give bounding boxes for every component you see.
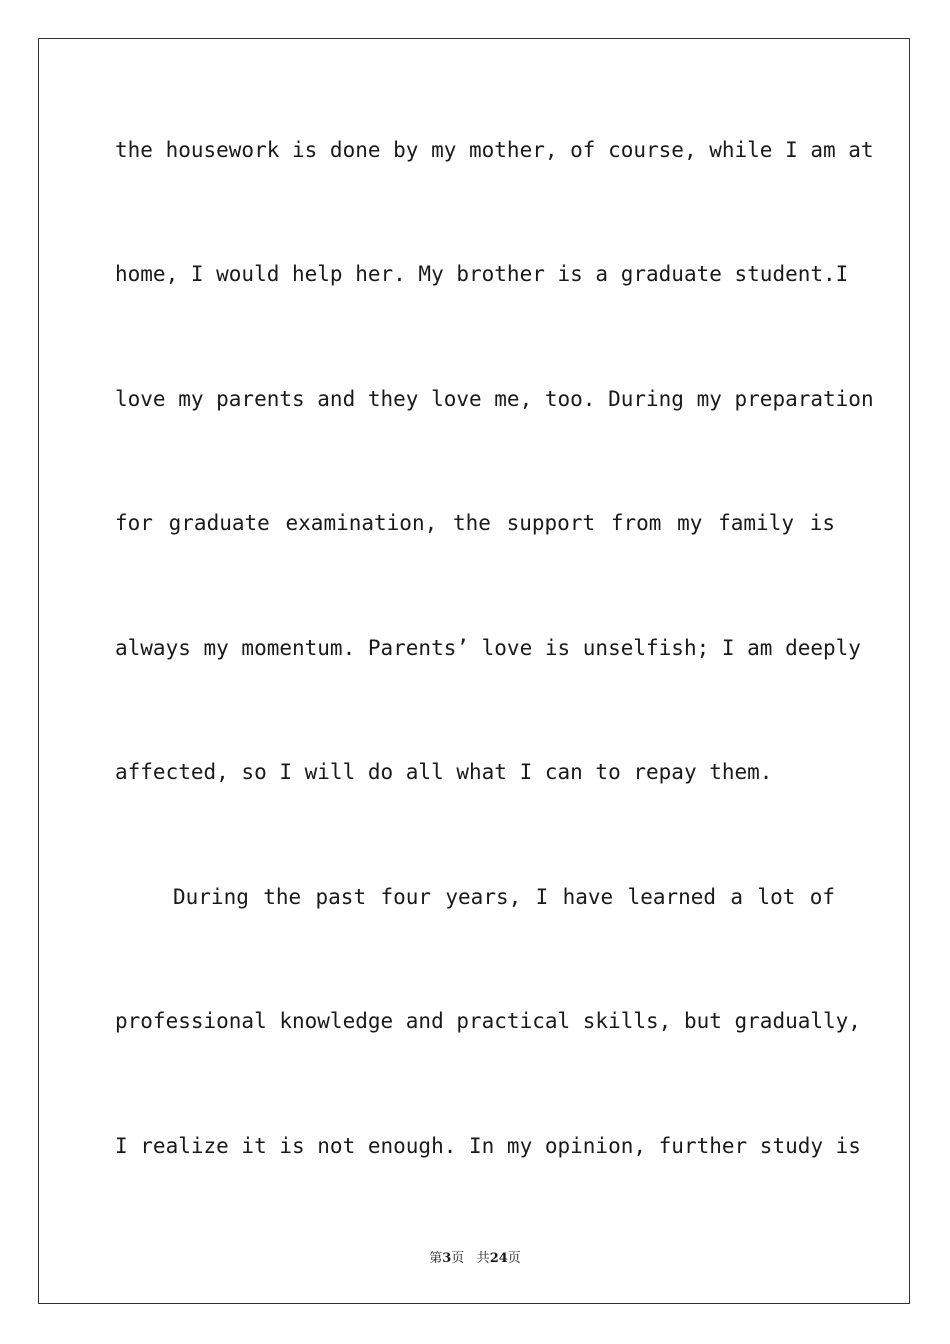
total-pages: 24 (489, 1251, 508, 1266)
page-suffix: 页 (451, 1251, 465, 1266)
text-line-paragraph-start: During the past four years, I have learned a lot of (173, 885, 835, 909)
text-line: always my momentum. Parents’ love is unselfish; I am deeply (115, 636, 861, 660)
text-line: love my parents and they love me, too. During my preparation (115, 387, 874, 411)
text-line: for graduate examination, the support from my family is (115, 511, 835, 535)
text-line: the housework is done by my mother, of course, while I am at (115, 138, 874, 162)
text-line: professional knowledge and practical skills, but gradually, (115, 1009, 861, 1033)
page-border (38, 38, 910, 1304)
page-current: 3 (442, 1251, 452, 1266)
total-suffix: 页 (507, 1251, 521, 1266)
text-line: affected, so I will do all what I can to repay them. (115, 760, 773, 784)
page-prefix: 第 (429, 1251, 443, 1266)
total-prefix: 共 (476, 1251, 490, 1266)
text-line: I realize it is not enough. In my opinion, further study is (115, 1134, 861, 1158)
page-footer (0, 1247, 950, 1266)
text-line: home, I would help her. My brother is a graduate student.I (115, 262, 849, 286)
